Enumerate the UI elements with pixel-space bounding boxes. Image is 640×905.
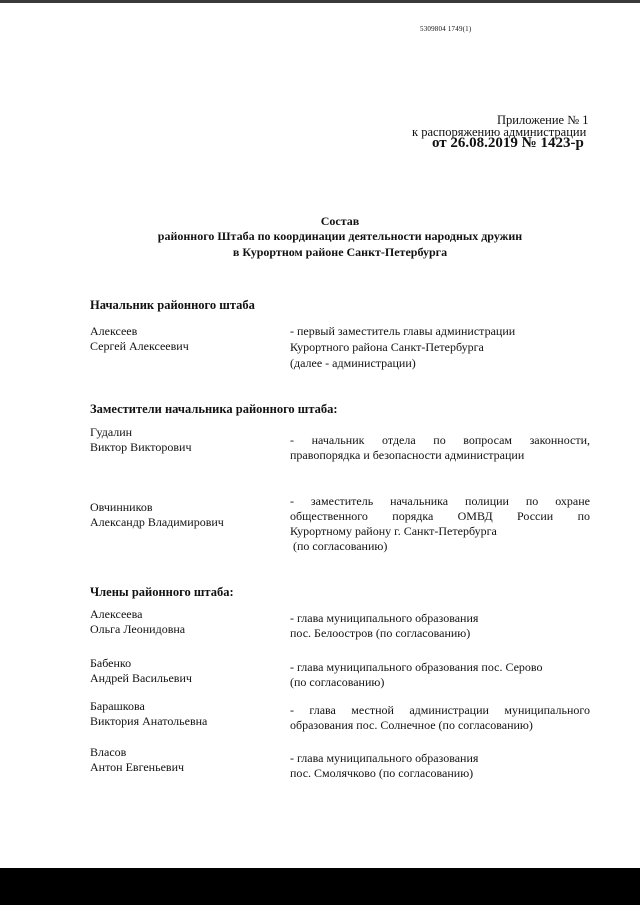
document-subtitle: районного Штаба по координации деятельности народных дружин xyxy=(157,229,523,243)
person-position-line: Курортному району г. Санкт-Петербурга xyxy=(290,524,497,538)
person-last-name: Барашкова xyxy=(90,699,145,713)
appendix-date-number: от 26.08.2019 № 1423-р xyxy=(432,135,584,151)
person-position-line: правопорядка и безопасности администрации xyxy=(290,448,525,462)
section-heading-chief: Начальник районного штаба xyxy=(90,298,255,312)
person-last-name: Гудалин xyxy=(90,425,133,439)
person-position-line: общественного порядка ОМВД России по xyxy=(290,509,590,523)
person-position-line: - глава местной администрации муниципального xyxy=(290,703,590,717)
person-position-line: - глава муниципального образования xyxy=(290,611,479,625)
person-position-line: - начальник отдела по вопросам законности, xyxy=(290,433,590,447)
person-position-line: пос. Смолячково (по согласованию) xyxy=(290,766,474,780)
section-heading-members: Члены районного штаба: xyxy=(90,585,234,599)
person-position-line: (по согласованию) xyxy=(293,539,388,553)
document-serial: 5309804 1749(1) xyxy=(420,25,472,33)
person-last-name: Алексеева xyxy=(90,607,143,621)
person-position-line: - заместитель начальника полиции по охране xyxy=(290,494,590,508)
person-position-line: (далее - администрации) xyxy=(290,356,416,370)
person-first-name: Сергей Алексеевич xyxy=(90,339,189,353)
person-first-name: Александр Владимирович xyxy=(90,515,224,529)
person-first-name: Виктория Анатольевна xyxy=(90,714,208,728)
scan-bottom-edge xyxy=(0,868,640,905)
scan-top-edge xyxy=(0,0,640,3)
person-first-name: Антон Евгеньевич xyxy=(90,760,185,774)
person-last-name: Алексеев xyxy=(90,324,138,338)
person-position-line: пос. Белоостров (по согласованию) xyxy=(290,626,471,640)
document-title: Состав xyxy=(320,214,360,228)
person-first-name: Ольга Леонидовна xyxy=(90,622,186,636)
appendix-number: Приложение № 1 xyxy=(497,113,589,127)
appendix-reference: к распоряжению администрации xyxy=(412,125,587,139)
person-last-name: Власов xyxy=(90,745,127,759)
section-heading-deputies: Заместители начальника районного штаба: xyxy=(90,402,338,416)
person-position-line: (по согласованию) xyxy=(290,675,385,689)
document-subtitle-location: в Курортном районе Санкт-Петербурга xyxy=(232,245,448,259)
person-first-name: Виктор Викторович xyxy=(90,440,192,454)
person-last-name: Бабенко xyxy=(90,656,132,670)
person-position-line: Курортного района Санкт-Петербурга xyxy=(290,340,484,354)
person-position-line: - глава муниципального образования пос. Серово xyxy=(290,660,543,674)
person-position-line: - глава муниципального образования xyxy=(290,751,479,765)
person-first-name: Андрей Васильевич xyxy=(90,671,192,685)
person-position-line: образования пос. Солнечное (по согласованию) xyxy=(290,718,533,732)
person-last-name: Овчинников xyxy=(90,500,153,514)
person-position-line: - первый заместитель главы администрации xyxy=(290,324,516,338)
